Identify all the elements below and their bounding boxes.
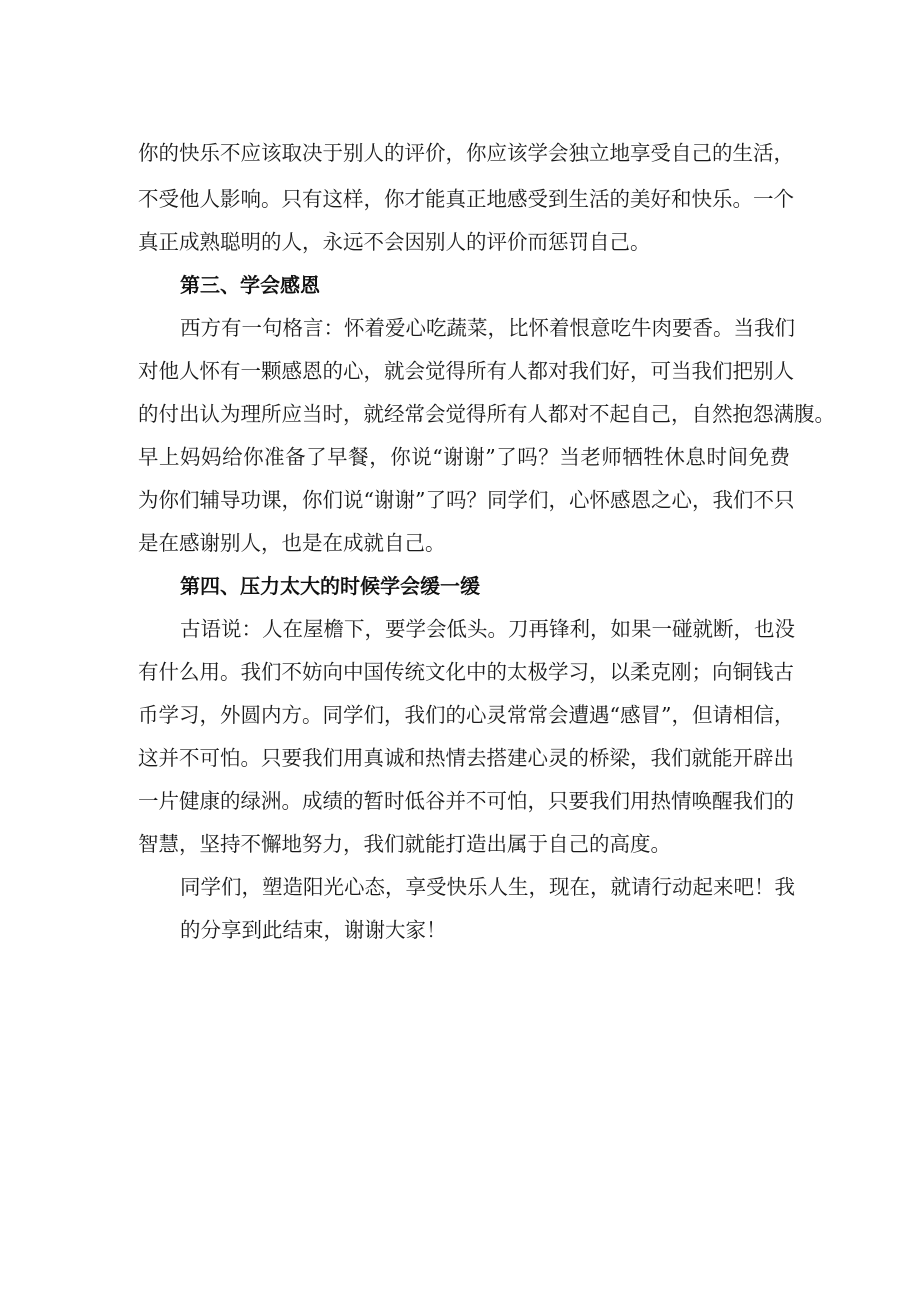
- paragraph-line: 为你们辅导功课，你们说“谢谢”了吗？同学们，心怀感恩之心，我们不只: [138, 488, 795, 512]
- section-heading-pressure: 第四、压力太大的时候学会缓一缓: [180, 574, 480, 598]
- paragraph-line: 真正成熟聪明的人，永远不会因别人的评价而惩罚自己。: [138, 230, 651, 254]
- paragraph-line: 同学们，塑造阳光心态，享受快乐人生，现在，就请行动起来吧！我: [180, 875, 795, 899]
- paragraph-line: 有什么用。我们不妨向中国传统文化中的太极学习，以柔克刚；向铜钱古: [138, 660, 794, 684]
- paragraph-line: 一片健康的绿洲。成绩的暂时低谷并不可怕，只要我们用热情唤醒我们的: [138, 789, 794, 813]
- paragraph-line: 是在感谢别人，也是在成就自己。: [138, 531, 446, 555]
- paragraph-line: 这并不可怕。只要我们用真诚和热情去搭建心灵的桥梁，我们就能开辟出: [138, 746, 794, 770]
- paragraph-line: 的付出认为理所应当时，就经常会觉得所有人都对不起自己，自然抱怨满腹。: [138, 402, 835, 426]
- paragraph-line: 不受他人影响。只有这样，你才能真正地感受到生活的美好和快乐。一个: [138, 187, 794, 211]
- paragraph-line: 对他人怀有一颗感恩的心，就会觉得所有人都对我们好，可当我们把别人: [138, 359, 794, 383]
- paragraph-line: 你的快乐不应该取决于别人的评价，你应该学会独立地享受自己的生活，: [138, 141, 794, 165]
- paragraph-line: 古语说：人在屋檐下，要学会低头。刀再锋利，如果一碰就断，也没: [180, 617, 795, 641]
- paragraph-line: 西方有一句格言：怀着爱心吃蔬菜，比怀着恨意吃牛肉要香。当我们: [180, 316, 795, 340]
- section-heading-gratitude: 第三、学会感恩: [180, 273, 320, 297]
- paragraph-line: 币学习，外圆内方。同学们，我们的心灵常常会遭遇“感冒”，但请相信，: [138, 703, 795, 727]
- paragraph-line: 的分享到此结束，谢谢大家！: [180, 918, 447, 942]
- paragraph-line: 早上妈妈给你准备了早餐，你说“谢谢”了吗？当老师牺牲休息时间免费: [138, 445, 790, 469]
- paragraph-line: 智慧，坚持不懈地努力，我们就能打造出属于自己的高度。: [138, 832, 671, 856]
